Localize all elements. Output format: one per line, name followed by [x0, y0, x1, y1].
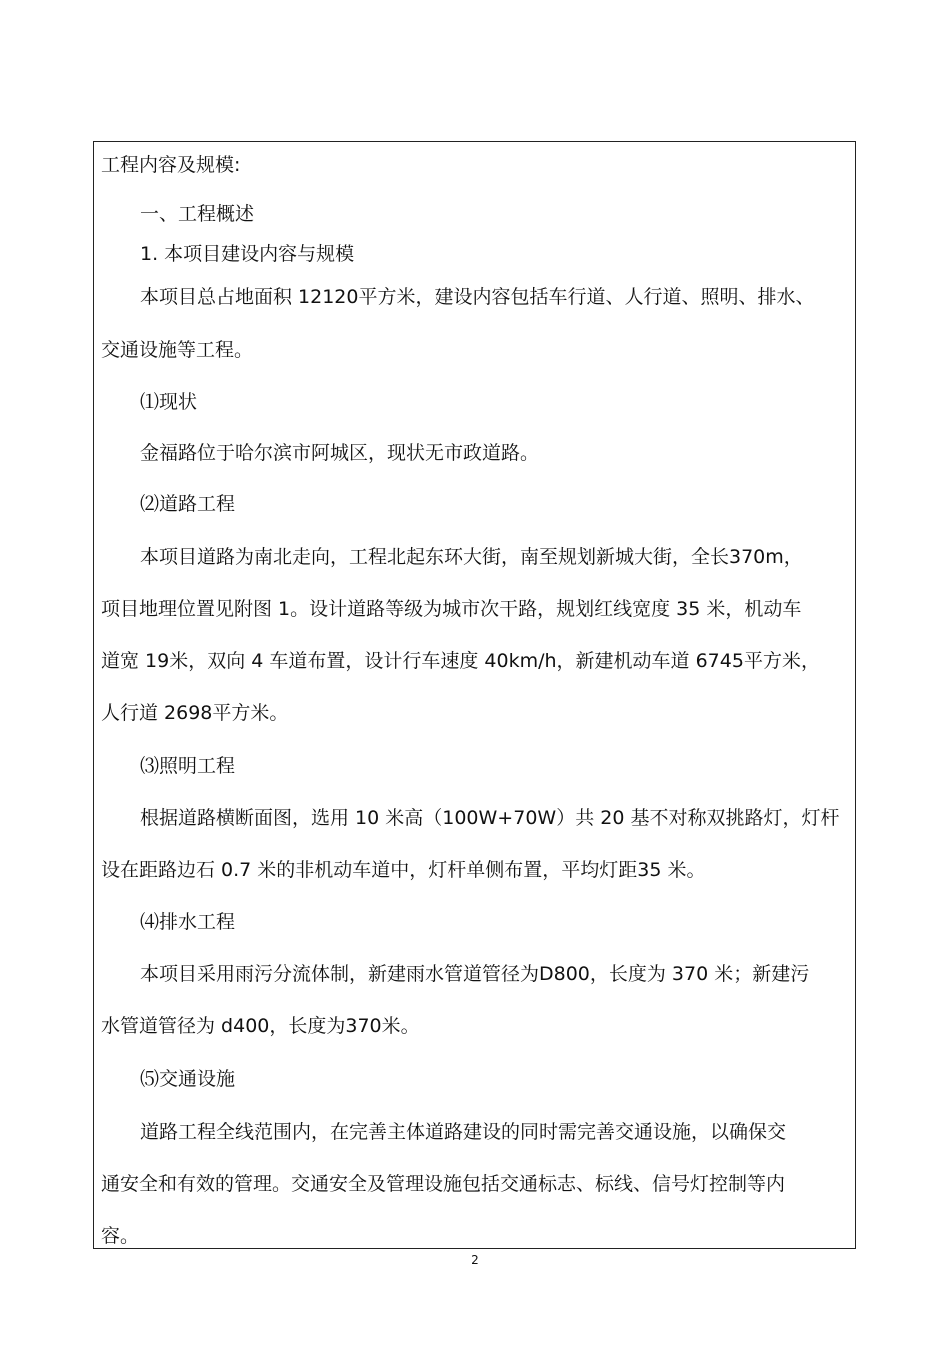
item-heading-drainage: ⑷排水工程	[140, 911, 236, 933]
item-heading-lighting: ⑶照明工程	[140, 755, 236, 777]
paragraph-line: 人行道 2698平方米。	[101, 702, 289, 724]
page-number: 2	[471, 1253, 479, 1267]
paragraph-line: 金福路位于哈尔滨市阿城区，现状无市政道路。	[140, 442, 540, 464]
paragraph-line: 水管道管径为 d400，长度为370米。	[101, 1015, 420, 1037]
subsection-heading: 1. 本项目建设内容与规模	[140, 243, 355, 265]
paragraph-line: 交通设施等工程。	[101, 339, 254, 361]
paragraph-line: 设在距路边石 0.7 米的非机动车道中，灯杆单侧布置，平均灯距35 米。	[101, 859, 706, 881]
paragraph-line: 本项目道路为南北走向，工程北起东环大街，南至规划新城大街，全长370m，	[140, 546, 803, 568]
paragraph-line: 容。	[101, 1225, 140, 1247]
item-heading-traffic: ⑸交通设施	[140, 1068, 236, 1090]
paragraph-line: 本项目采用雨污分流体制，新建雨水管道管径为D800，长度为 370 米；新建污	[140, 963, 810, 985]
item-heading-road: ⑵道路工程	[140, 493, 236, 515]
item-heading-status: ⑴现状	[140, 391, 198, 413]
paragraph-line: 道宽 19米，双向 4 车道布置，设计行车速度 40km/h，新建机动车道 6745平方米，	[101, 650, 820, 672]
paragraph-line: 根据道路横断面图，选用 10 米高（100W+70W）共 20 基不对称双挑路灯，灯杆	[140, 807, 840, 829]
paragraph-line: 本项目总占地面积 12120平方米，建设内容包括车行道、人行道、照明、排水、	[140, 286, 815, 308]
overview-heading: 一、工程概述	[140, 203, 255, 225]
section-heading: 工程内容及规模:	[101, 154, 241, 176]
paragraph-line: 道路工程全线范围内，在完善主体道路建设的同时需完善交通设施，以确保交	[140, 1121, 787, 1143]
paragraph-line: 项目地理位置见附图 1。设计道路等级为城市次干路，规划红线宽度 35 米，机动车	[101, 598, 802, 620]
paragraph-line: 通安全和有效的管理。交通安全及管理设施包括交通标志、标线、信号灯控制等内	[101, 1173, 786, 1195]
